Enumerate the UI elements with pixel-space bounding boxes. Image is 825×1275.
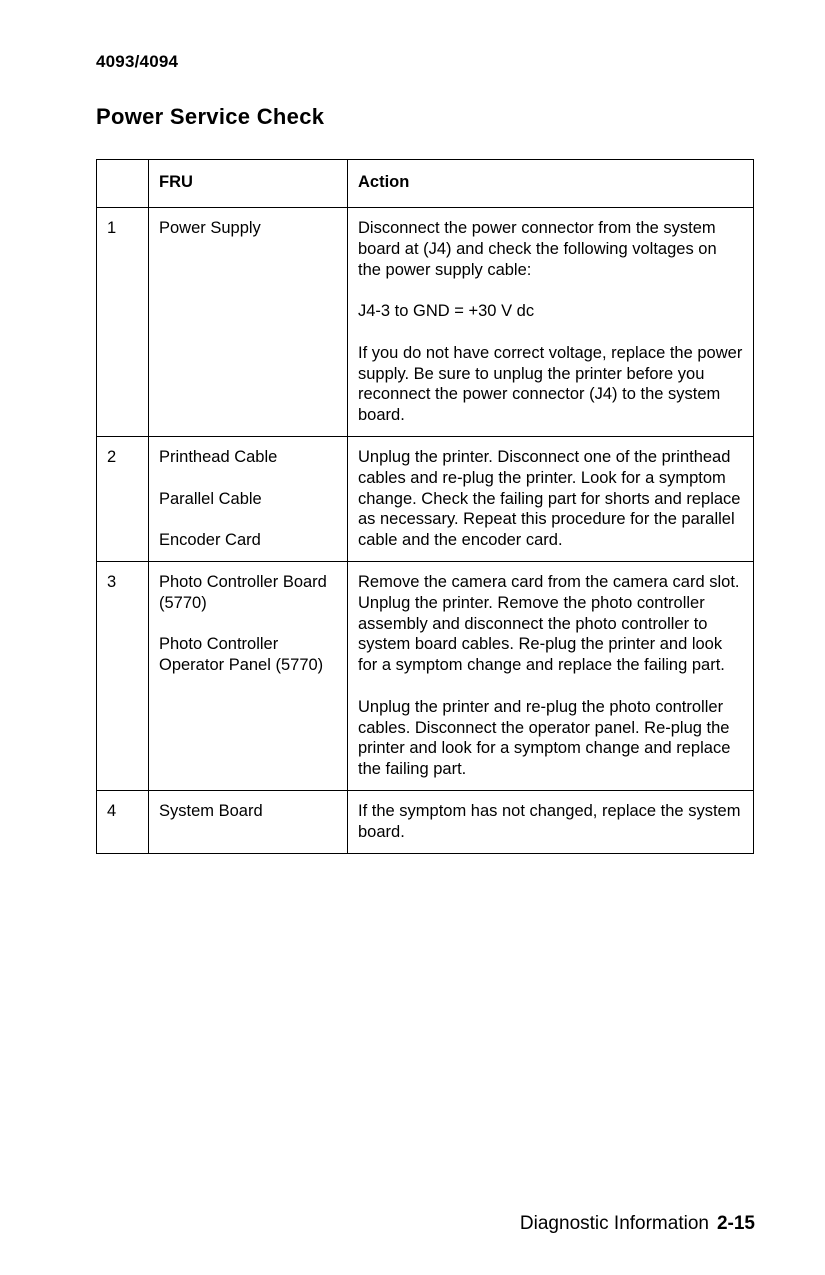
- column-header-fru: FRU: [149, 160, 348, 208]
- action-paragraph: Remove the camera card from the camera card slot. Unplug the printer. Remove the photo controller assembly and disconnect the photo controller to system board cables. Re-plug the printer and look for a symptom change and replace the failing part.: [358, 572, 740, 675]
- step-number: 2: [97, 436, 149, 561]
- fru-cell: [149, 208, 348, 437]
- page-number: 2-15: [716, 1213, 755, 1234]
- action-paragraph: Unplug the printer. Disconnect one of the printhead cables and re-plug the printer. Look for a symptom change. Check the failing part for shorts and replace as necessary. Repeat this procedure for the parallel cable and the encoder card.: [358, 447, 741, 550]
- step-number: 3: [97, 561, 149, 790]
- step-number: 1: [97, 208, 149, 437]
- power-service-check-table: [96, 159, 754, 854]
- fru-item: System Board: [159, 801, 263, 820]
- fru-item: Encoder Card: [159, 531, 261, 550]
- action-paragraph: Disconnect the power connector from the system board at (J4) and check the following voltages on the power supply cable:: [358, 219, 717, 279]
- fru-item: Parallel Cable: [159, 489, 262, 508]
- action-paragraph: If you do not have correct voltage, replace the power supply. Be sure to unplug the printer before you reconnect the power connector (J4) to the system board.: [358, 343, 743, 425]
- action-paragraph: Unplug the printer and re-plug the photo controller cables. Disconnect the operator panel. Re-plug the printer and look for a symptom change and replace the failing part.: [358, 697, 731, 779]
- column-header-step: [97, 160, 149, 208]
- page-title: Power Service Check: [96, 104, 325, 129]
- action-cell: [348, 561, 754, 790]
- fru-item: Power Supply: [159, 219, 261, 237]
- fru-item: Printhead Cable: [159, 447, 278, 466]
- fru-item: Photo Controller Board (5770): [159, 572, 327, 612]
- table-row: [97, 561, 754, 790]
- fru-cell: [149, 436, 348, 561]
- action-paragraph: J4-3 to GND = +30 V dc: [358, 302, 535, 321]
- footer-section-name: Diagnostic Information: [519, 1213, 709, 1234]
- table-row: [97, 790, 754, 853]
- action-paragraph: If the symptom has not changed, replace the system board.: [358, 801, 741, 841]
- table-row: [97, 436, 754, 561]
- fru-cell: [149, 790, 348, 853]
- table-header-row: [97, 160, 754, 208]
- action-cell: [348, 208, 754, 437]
- step-number: 4: [97, 790, 149, 853]
- column-header-action: Action: [348, 160, 754, 208]
- fru-cell: [149, 561, 348, 790]
- page-footer: [520, 1213, 755, 1235]
- action-cell: [348, 436, 754, 561]
- model-header: 4093/4094: [96, 52, 179, 71]
- action-cell: [348, 790, 754, 853]
- fru-item: Photo Controller Operator Panel (5770): [159, 635, 324, 675]
- table-row: [97, 208, 754, 437]
